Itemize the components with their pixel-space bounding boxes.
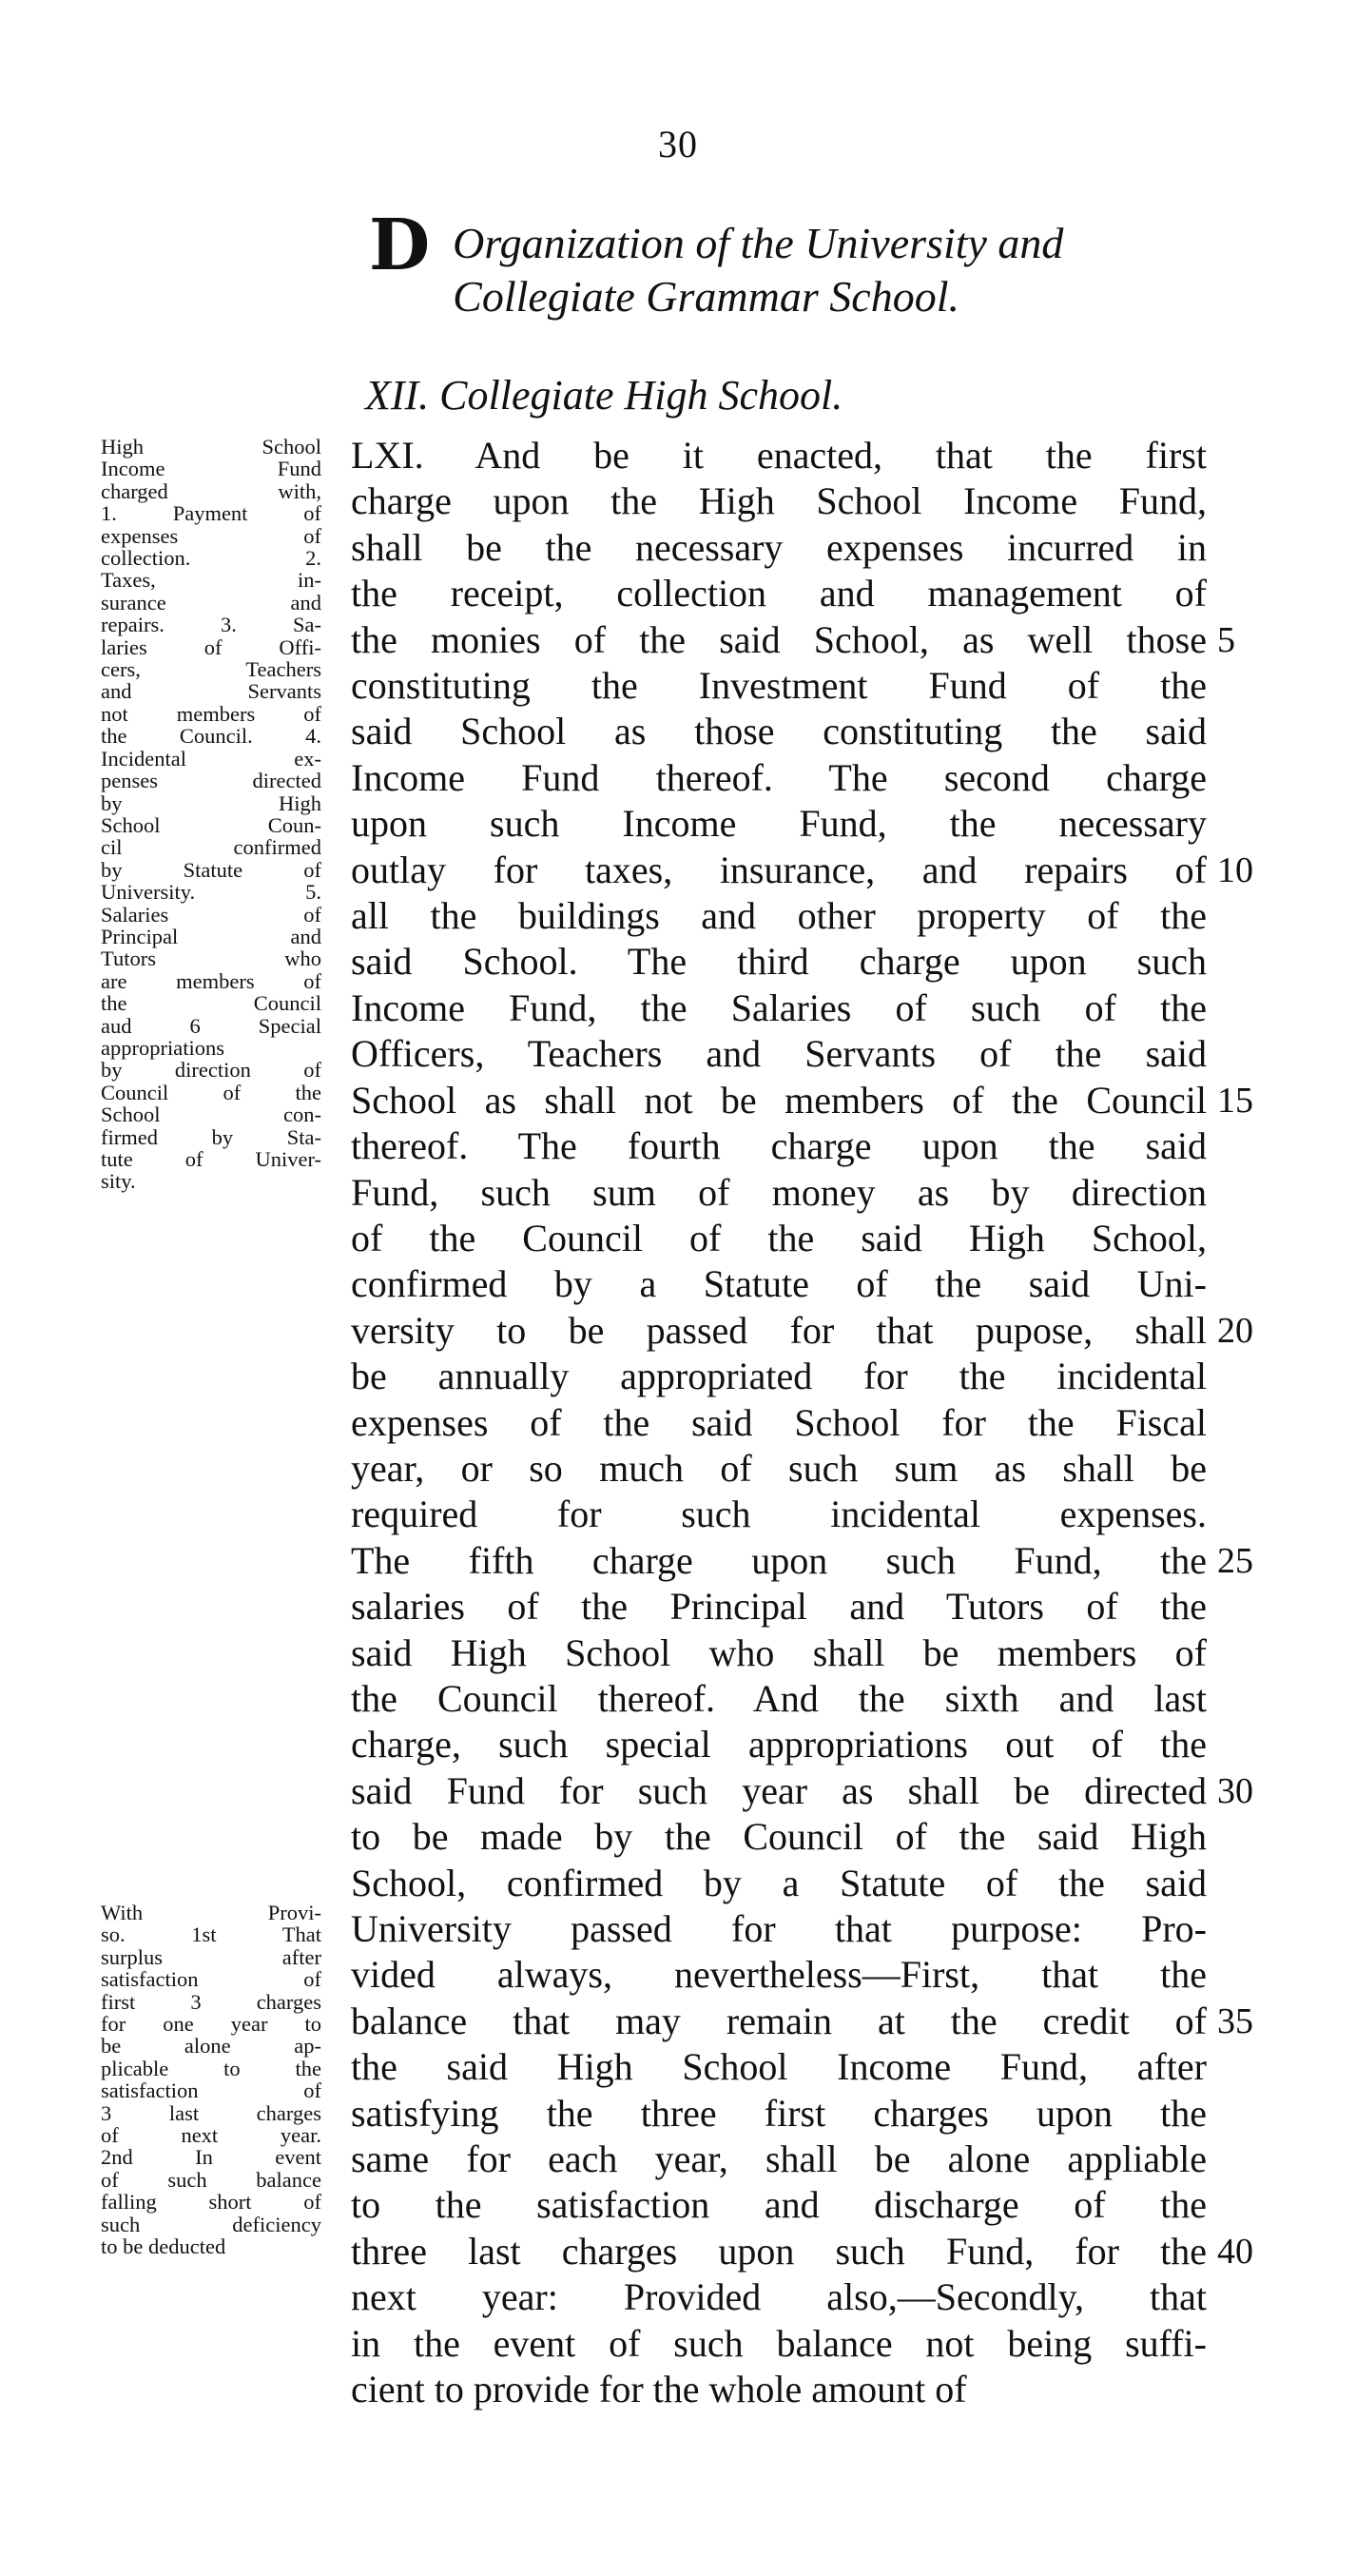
body-line: next year: Provided also,—Secondly, that xyxy=(351,2275,1207,2319)
margin-note-line: Taxes, in- xyxy=(101,568,321,593)
running-head-drop-letter: D xyxy=(369,205,431,286)
margin-note-line: such deficiency xyxy=(101,2212,321,2236)
margin-note-line: satisfaction of xyxy=(101,1967,321,1992)
body-line: salaries of the Principal and Tutors of the xyxy=(351,1585,1207,1629)
page-number: 30 xyxy=(658,123,698,166)
line-number: 5 xyxy=(1217,619,1235,660)
margin-note-line: the Council. 4. xyxy=(101,724,321,749)
body-line: Income Fund, the Salaries of such of the xyxy=(351,986,1207,1029)
body-line: said School as those constituting the said xyxy=(351,710,1207,753)
body-line: all the buildings and other property of the xyxy=(351,894,1207,938)
margin-note-line: 3 last charges xyxy=(101,2100,321,2125)
body-line: same for each year, shall be alone appliable xyxy=(351,2137,1207,2181)
margin-note-line: for one year to xyxy=(101,2012,321,2037)
margin-note-line: Incidental ex- xyxy=(101,746,321,771)
margin-note-line: penses directed xyxy=(101,769,321,793)
body-line: said High School who shall be members of xyxy=(351,1630,1207,1674)
margin-note-line: University. 5. xyxy=(101,880,321,905)
margin-note-line: surplus after xyxy=(101,1944,321,1969)
margin-note-line: firmed by Sta- xyxy=(101,1124,321,1149)
body-line: the receipt, collection and management of xyxy=(351,572,1207,615)
margin-note-line: the Council xyxy=(101,991,321,1016)
margin-note-line: School Coun- xyxy=(101,812,321,837)
body-line: The fifth charge upon such Fund, the xyxy=(351,1538,1207,1582)
margin-note-line: 1. Payment of xyxy=(101,501,321,526)
body-line: outlay for taxes, insurance, and repairs of xyxy=(351,848,1207,891)
margin-note-line: Salaries of xyxy=(101,902,321,927)
margin-note-line: by Statute of xyxy=(101,857,321,882)
body-line: University passed for that purpose: Pro- xyxy=(351,1907,1207,1950)
margin-note-line: by direction of xyxy=(101,1058,321,1083)
margin-note-line: cil confirmed xyxy=(101,835,321,860)
margin-note-line: 2nd In event xyxy=(101,2145,321,2170)
body-line: expenses of the said School for the Fiscal xyxy=(351,1400,1207,1444)
body-line: thereof. The fourth charge upon the said xyxy=(351,1124,1207,1168)
margin-note-line: surance and xyxy=(101,590,321,615)
margin-note-line: sity. xyxy=(101,1169,136,1194)
margin-note xyxy=(101,1902,321,2258)
margin-note-line: Principal and xyxy=(101,924,321,948)
body-line: versity to be passed for that pupose, shall xyxy=(351,1308,1207,1352)
margin-note-line: not members of xyxy=(101,701,321,726)
margin-note-line: School con- xyxy=(101,1103,321,1127)
body-line: Income Fund thereof. The second charge xyxy=(351,755,1207,799)
margin-note-line: Tutors who xyxy=(101,946,321,971)
line-number: 15 xyxy=(1217,1080,1253,1121)
body-line: cient to provide for the whole amount of xyxy=(351,2368,967,2411)
body-line: the monies of the said School, as well those xyxy=(351,617,1207,661)
margin-note-line: satisfaction of xyxy=(101,2078,321,2103)
margin-note-line: appropriations xyxy=(101,1035,224,1060)
margin-note-line: plicable to the xyxy=(101,2056,321,2080)
body-line: School, confirmed by a Statute of the said xyxy=(351,1861,1207,1904)
body-line: in the event of such balance not being suffi- xyxy=(351,2321,1207,2365)
section-heading: XII. Collegiate High School. xyxy=(365,372,843,419)
margin-note-line: of next year. xyxy=(101,2123,321,2148)
body-line: to be made by the Council of the said High xyxy=(351,1815,1207,1859)
margin-note-line: Council of the xyxy=(101,1080,321,1104)
body-line: LXI. And be it enacted, that the first xyxy=(351,434,1207,477)
margin-note-line: With Provi- xyxy=(101,1901,321,1924)
margin-note-line: first 3 charges xyxy=(101,1989,321,2014)
body-line: confirmed by a Statute of the said Uni- xyxy=(351,1262,1207,1306)
body-line: charge, such special appropriations out of the xyxy=(351,1723,1207,1766)
margin-note-line: expenses of xyxy=(101,523,321,548)
body-line: said School. The third charge upon such xyxy=(351,940,1207,984)
margin-note-line: to be deducted xyxy=(101,2234,226,2259)
body-line: of the Council of the said High School, xyxy=(351,1216,1207,1259)
body-line: the said High School Income Fund, after xyxy=(351,2045,1207,2089)
margin-note-line: aud 6 Special xyxy=(101,1013,321,1038)
body-line: three last charges upon such Fund, for the xyxy=(351,2229,1207,2273)
line-number: 35 xyxy=(1217,2000,1253,2041)
margin-note-line: laries of Offi- xyxy=(101,634,321,659)
margin-note-line: and Servants xyxy=(101,679,321,704)
line-number: 40 xyxy=(1217,2231,1253,2272)
margin-note-line: be alone ap- xyxy=(101,2034,321,2059)
body-line: shall be the necessary expenses incurred in xyxy=(351,525,1207,569)
body-text xyxy=(351,433,1207,2412)
body-line: charge upon the High School Income Fund, xyxy=(351,479,1207,523)
margin-note-line: charged with, xyxy=(101,478,321,503)
margin-note-line: Income Fund xyxy=(101,457,321,481)
body-line: said Fund for such year as shall be directed xyxy=(351,1768,1207,1812)
body-line: satisfying the three first charges upon the xyxy=(351,2091,1207,2135)
body-line: to the satisfaction and discharge of the xyxy=(351,2183,1207,2227)
line-number: 25 xyxy=(1217,1540,1253,1581)
margin-note-line: so. 1st That xyxy=(101,1922,321,1947)
line-number: 30 xyxy=(1217,1770,1253,1811)
margin-note-line: repairs. 3. Sa- xyxy=(101,613,321,637)
margin-note-line: High School xyxy=(101,435,321,459)
margin-note xyxy=(101,436,321,1193)
body-line: required for such incidental expenses. xyxy=(351,1493,1207,1536)
body-line: vided always, nevertheless—First, that the xyxy=(351,1953,1207,1997)
line-number: 10 xyxy=(1217,849,1253,890)
body-line: year, or so much of such sum as shall be xyxy=(351,1446,1207,1490)
margin-note-line: cers, Teachers xyxy=(101,657,321,682)
margin-note-line: are members of xyxy=(101,968,321,993)
margin-note-line: falling short of xyxy=(101,2190,321,2215)
margin-note-line: tute of Univer- xyxy=(101,1147,321,1171)
body-line: be annually appropriated for the incidental xyxy=(351,1355,1207,1398)
running-head-title: Organization of the University and Collegiate Grammar School. xyxy=(453,219,1064,321)
body-line: Officers, Teachers and Servants of the said xyxy=(351,1032,1207,1076)
body-line: the Council thereof. And the sixth and last xyxy=(351,1676,1207,1720)
margin-note-line: collection. 2. xyxy=(101,546,321,571)
running-head xyxy=(369,205,1225,323)
margin-note-line: of such balance xyxy=(101,2167,321,2192)
body-line: Fund, such sum of money as by direction xyxy=(351,1170,1207,1214)
body-line: balance that may remain at the credit of xyxy=(351,1999,1207,2042)
line-number: 20 xyxy=(1217,1310,1253,1351)
body-line: constituting the Investment Fund of the xyxy=(351,664,1207,708)
body-line: upon such Income Fund, the necessary xyxy=(351,802,1207,846)
margin-note-line: by High xyxy=(101,790,321,815)
body-line: School as shall not be members of the Council xyxy=(351,1078,1207,1122)
